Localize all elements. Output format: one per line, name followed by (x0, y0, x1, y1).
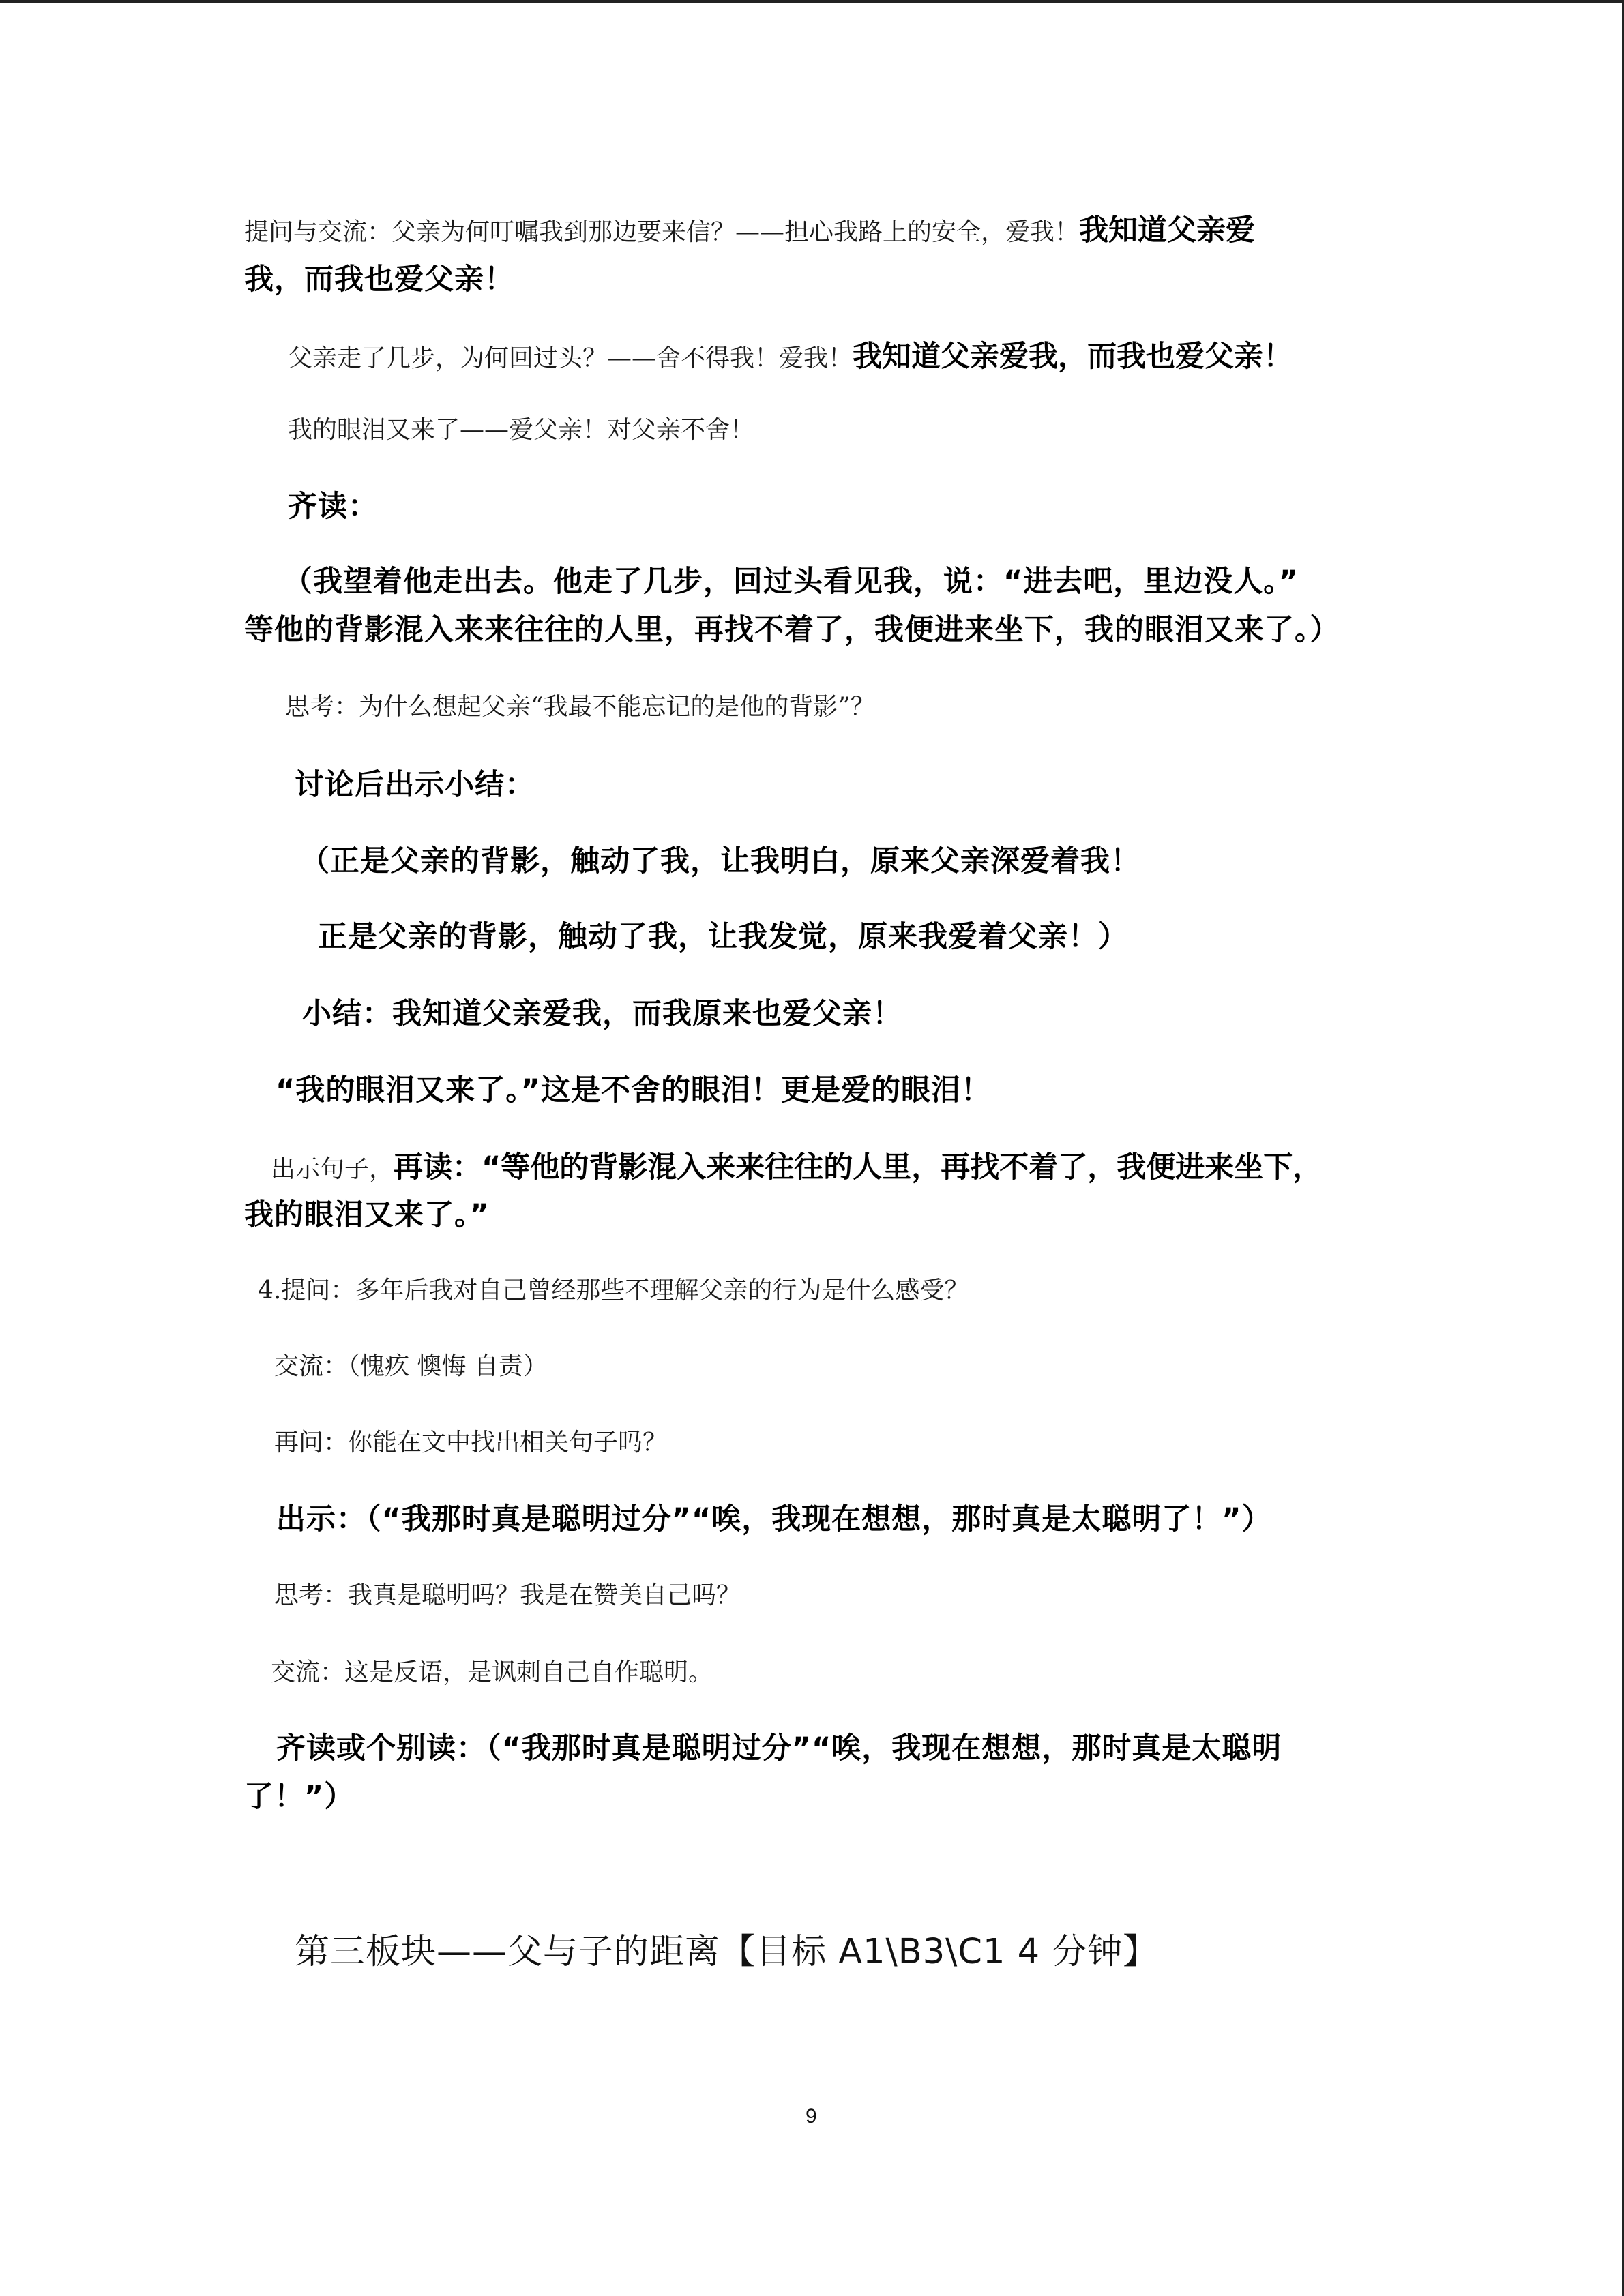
paragraph-continuation: 我，而我也爱父亲！ (244, 263, 514, 297)
page-number: 9 (806, 2105, 817, 2128)
summary-line-1: （正是父亲的背影，触动了我，让我明白，原来父亲深爱着我！ (300, 844, 1140, 878)
paragraph-emphasis: 再读：“等他的背影混入来来往往的人里，再找不着了，我便进来坐下， (394, 1150, 1323, 1184)
paragraph-read-aloud: 齐读： (288, 490, 378, 524)
paragraph-question-4: 4.提问：多年后我对自己曾经那些不理解父亲的行为是什么感受？ (258, 1277, 969, 1304)
paragraph-exchange: 交流：（愧疚 懊悔 自责） (274, 1352, 548, 1380)
paragraph-summary-intro: 讨论后出示小结： (295, 768, 535, 802)
paragraph-father-turns (288, 333, 1293, 375)
paragraph-emphasis: 我知道父亲爱我，而我也爱父亲！ (853, 340, 1293, 374)
paragraph-text: 出示句子， (271, 1155, 394, 1183)
paragraph-irony: 交流：这是反语，是讽刺自己自作聪明。 (271, 1658, 713, 1686)
summary-line-2: 正是父亲的背影，触动了我，让我发觉，原来我爱着父亲！） (318, 920, 1128, 954)
quote-line-1: （我望着他走出去。他走了几步，回过头看见我，说：“进去吧，里边没人。” (283, 565, 1299, 599)
paragraph-summary: 小结：我知道父亲爱我，而我原来也爱父亲！ (302, 997, 902, 1031)
paragraph-think: 思考：为什么想起父亲“我最不能忘记的是他的背影”？ (285, 693, 875, 721)
section-heading: 第三板块——父与子的距离【目标 A1\B3\C1 4 分钟】 (295, 1932, 1159, 1972)
paragraph-question-letter (244, 207, 1255, 249)
paragraph-tears: 我的眼泪又来了——爱父亲！对父亲不舍！ (288, 416, 755, 444)
paragraph-text: 父亲走了几步，为何回过头？——舍不得我！爱我！ (288, 344, 853, 372)
paragraph-reread (271, 1144, 1322, 1186)
paragraph-tears-meaning: “我的眼泪又来了。”这是不舍的眼泪！更是爱的眼泪！ (276, 1073, 992, 1107)
quote-line-2: 等他的背影混入来来往往的人里，再找不着了，我便进来坐下，我的眼泪又来了。） (244, 613, 1340, 647)
paragraph-ask-again: 再问：你能在文中找出相关句子吗？ (274, 1429, 668, 1457)
paragraph-text: 提问与交流：父亲为何叮嘱我到那边要来信？——担心我路上的安全，爱我！ (244, 218, 1080, 246)
paragraph-read-quotes-line-1: 齐读或个别读：（“我那时真是聪明过分”“唉，我现在想想，那时真是太聪明 (276, 1731, 1282, 1765)
paragraph-think-smart: 思考：我真是聪明吗？我是在赞美自己吗？ (274, 1581, 741, 1609)
paragraph-read-quotes-line-2: 了！”） (244, 1780, 355, 1814)
paragraph-show-quotes: 出示：（“我那时真是聪明过分”“唉，我现在想想，那时真是太聪明了！”） (276, 1502, 1272, 1536)
paragraph-emphasis: 我知道父亲爱 (1079, 213, 1256, 248)
paragraph-continuation: 我的眼泪又来了。” (244, 1198, 490, 1232)
